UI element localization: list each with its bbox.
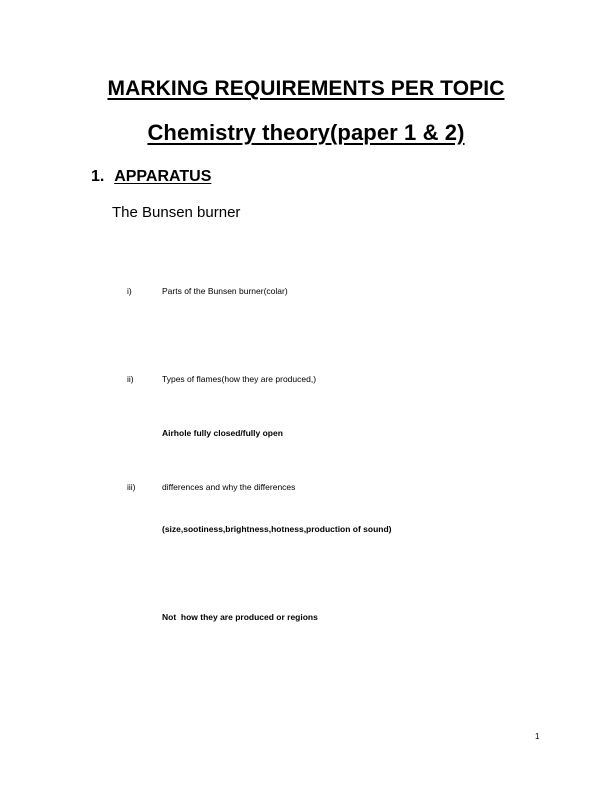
list-item-marker: i) <box>127 286 132 296</box>
document-subtitle: Chemistry theory(paper 1 & 2) <box>147 120 465 145</box>
document-title: MARKING REQUIREMENTS PER TOPIC <box>107 77 505 100</box>
section-number: 1. <box>91 168 105 185</box>
list-item-text: Types of flames(how they are produced,) <box>162 374 317 384</box>
list-item-note: (size,sootiness,brightness,hotness,production of sound) <box>162 524 392 534</box>
list-item-note: Airhole fully closed/fully open <box>162 428 283 438</box>
section-heading-label: APPARATUS <box>114 168 212 185</box>
list-item-note: Not how they are produced or regions <box>162 612 318 622</box>
section-heading <box>91 168 211 186</box>
list-item-text: Parts of the Bunsen burner(colar) <box>162 286 288 296</box>
section-subheading: The Bunsen burner <box>112 204 241 221</box>
list-item-marker: iii) <box>127 482 136 492</box>
list-item-text: differences and why the differences <box>162 482 296 492</box>
list-item-marker: ii) <box>127 374 134 384</box>
page-number: 1 <box>535 732 540 741</box>
